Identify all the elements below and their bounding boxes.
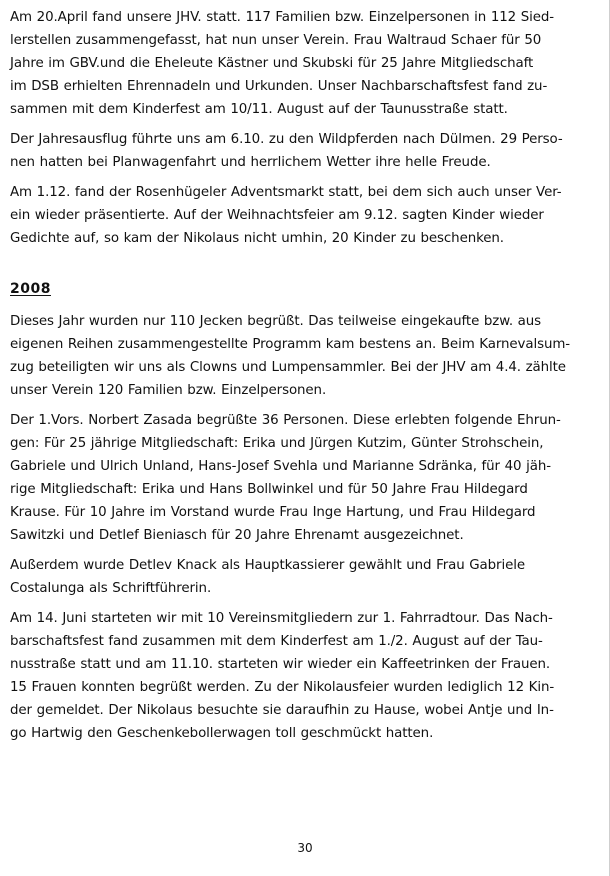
- text-line: lerstellen zusammengefasst, hat nun unser Verein. Frau Waltraud Schaer für 50: [10, 33, 542, 48]
- text-line: gen: Für 25 jährige Mitgliedschaft: Erika und Jürgen Kutzim, Günter Strohschein,: [10, 436, 544, 451]
- section-2008: [10, 310, 594, 752]
- text-line: 15 Frauen konnten begrüßt werden. Zu der Nikolausfeier wurden lediglich 12 Kin-: [10, 680, 555, 695]
- paragraph-adventsmarkt: [10, 181, 594, 250]
- paragraph-wahlen: [10, 554, 594, 600]
- text-line: Gabriele und Ulrich Unland, Hans-Josef Svehla und Marianne Sdränka, für 40 jäh-: [10, 459, 551, 474]
- text-line: im DSB erhielten Ehrennadeln und Urkunden. Unser Nachbarschaftsfest fand zu-: [10, 79, 548, 94]
- text-line: Am 1.12. fand der Rosenhügeler Adventsmarkt statt, bei dem sich auch unser Ver-: [10, 185, 562, 200]
- text-line: Der 1.Vors. Norbert Zasada begrüßte 36 Personen. Diese erlebten folgende Ehrun-: [10, 413, 561, 428]
- section-heading-2008: 2008: [10, 281, 51, 297]
- text-line: eigenen Reihen zusammengestellte Programm kam bestens an. Beim Karnevalsum-: [10, 337, 571, 352]
- text-line: Am 20.April fand unsere JHV. statt. 117 Familien bzw. Einzelpersonen in 112 Sied-: [10, 10, 555, 25]
- text-line: go Hartwig den Geschenkebollerwagen toll geschmückt hatten.: [10, 726, 434, 741]
- paragraph-ehrungen: [10, 409, 594, 547]
- text-line: unser Verein 120 Familien bzw. Einzelpersonen.: [10, 383, 327, 398]
- text-line: nusstraße statt und am 11.10. starteten wir wieder ein Kaffeetrinken der Frauen.: [10, 657, 551, 672]
- paragraph-jhv-2007: [10, 6, 594, 121]
- paragraph-jahresausflug: [10, 128, 594, 174]
- text-line: barschaftsfest fand zusammen mit dem Kinderfest am 1./2. August auf der Tau-: [10, 634, 543, 649]
- text-line: ein wieder präsentierte. Auf der Weihnachtsfeier am 9.12. sagten Kinder wieder: [10, 208, 544, 223]
- paragraph-karneval: [10, 310, 594, 402]
- text-line: Krause. Für 10 Jahre im Vorstand wurde Frau Inge Hartung, und Frau Hildegard: [10, 505, 536, 520]
- text-line: Außerdem wurde Detlev Knack als Hauptkassierer gewählt und Frau Gabriele: [10, 558, 525, 573]
- text-line: nen hatten bei Planwagenfahrt und herrlichem Wetter ihre helle Freude.: [10, 155, 491, 170]
- text-line: Costalunga als Schriftführerin.: [10, 581, 212, 596]
- text-line: rige Mitgliedschaft: Erika und Hans Bollwinkel und für 50 Jahre Frau Hildegard: [10, 482, 528, 497]
- text-line: der gemeldet. Der Nikolaus besuchte sie daraufhin zu Hause, wobei Antje und In-: [10, 703, 554, 718]
- text-line: Sawitzki und Detlef Bieniasch für 20 Jahre Ehrenamt ausgezeichnet.: [10, 528, 464, 543]
- text-line: Jahre im GBV.und die Eheleute Kästner und Skubski für 25 Jahre Mitgliedschaft: [10, 56, 534, 71]
- text-line: Dieses Jahr wurden nur 110 Jecken begrüßt. Das teilweise eingekaufte bzw. aus: [10, 314, 542, 329]
- text-line: zug beteiligten wir uns als Clowns und Lumpensammler. Bei der JHV am 4.4. zählte: [10, 360, 566, 375]
- text-line: Am 14. Juni starteten wir mit 10 Vereinsmitgliedern zur 1. Fahrradtour. Das Nach-: [10, 611, 553, 626]
- section-2007: [10, 6, 594, 257]
- text-line: Der Jahresausflug führte uns am 6.10. zu den Wildpferden nach Dülmen. 29 Perso-: [10, 132, 563, 147]
- text-line: sammen mit dem Kinderfest am 10/11. August auf der Taunusstraße statt.: [10, 102, 508, 117]
- page-number: 30: [297, 841, 313, 855]
- paragraph-fahrradtour: [10, 607, 594, 745]
- text-line: Gedichte auf, so kam der Nikolaus nicht umhin, 20 Kinder zu beschenken.: [10, 231, 504, 246]
